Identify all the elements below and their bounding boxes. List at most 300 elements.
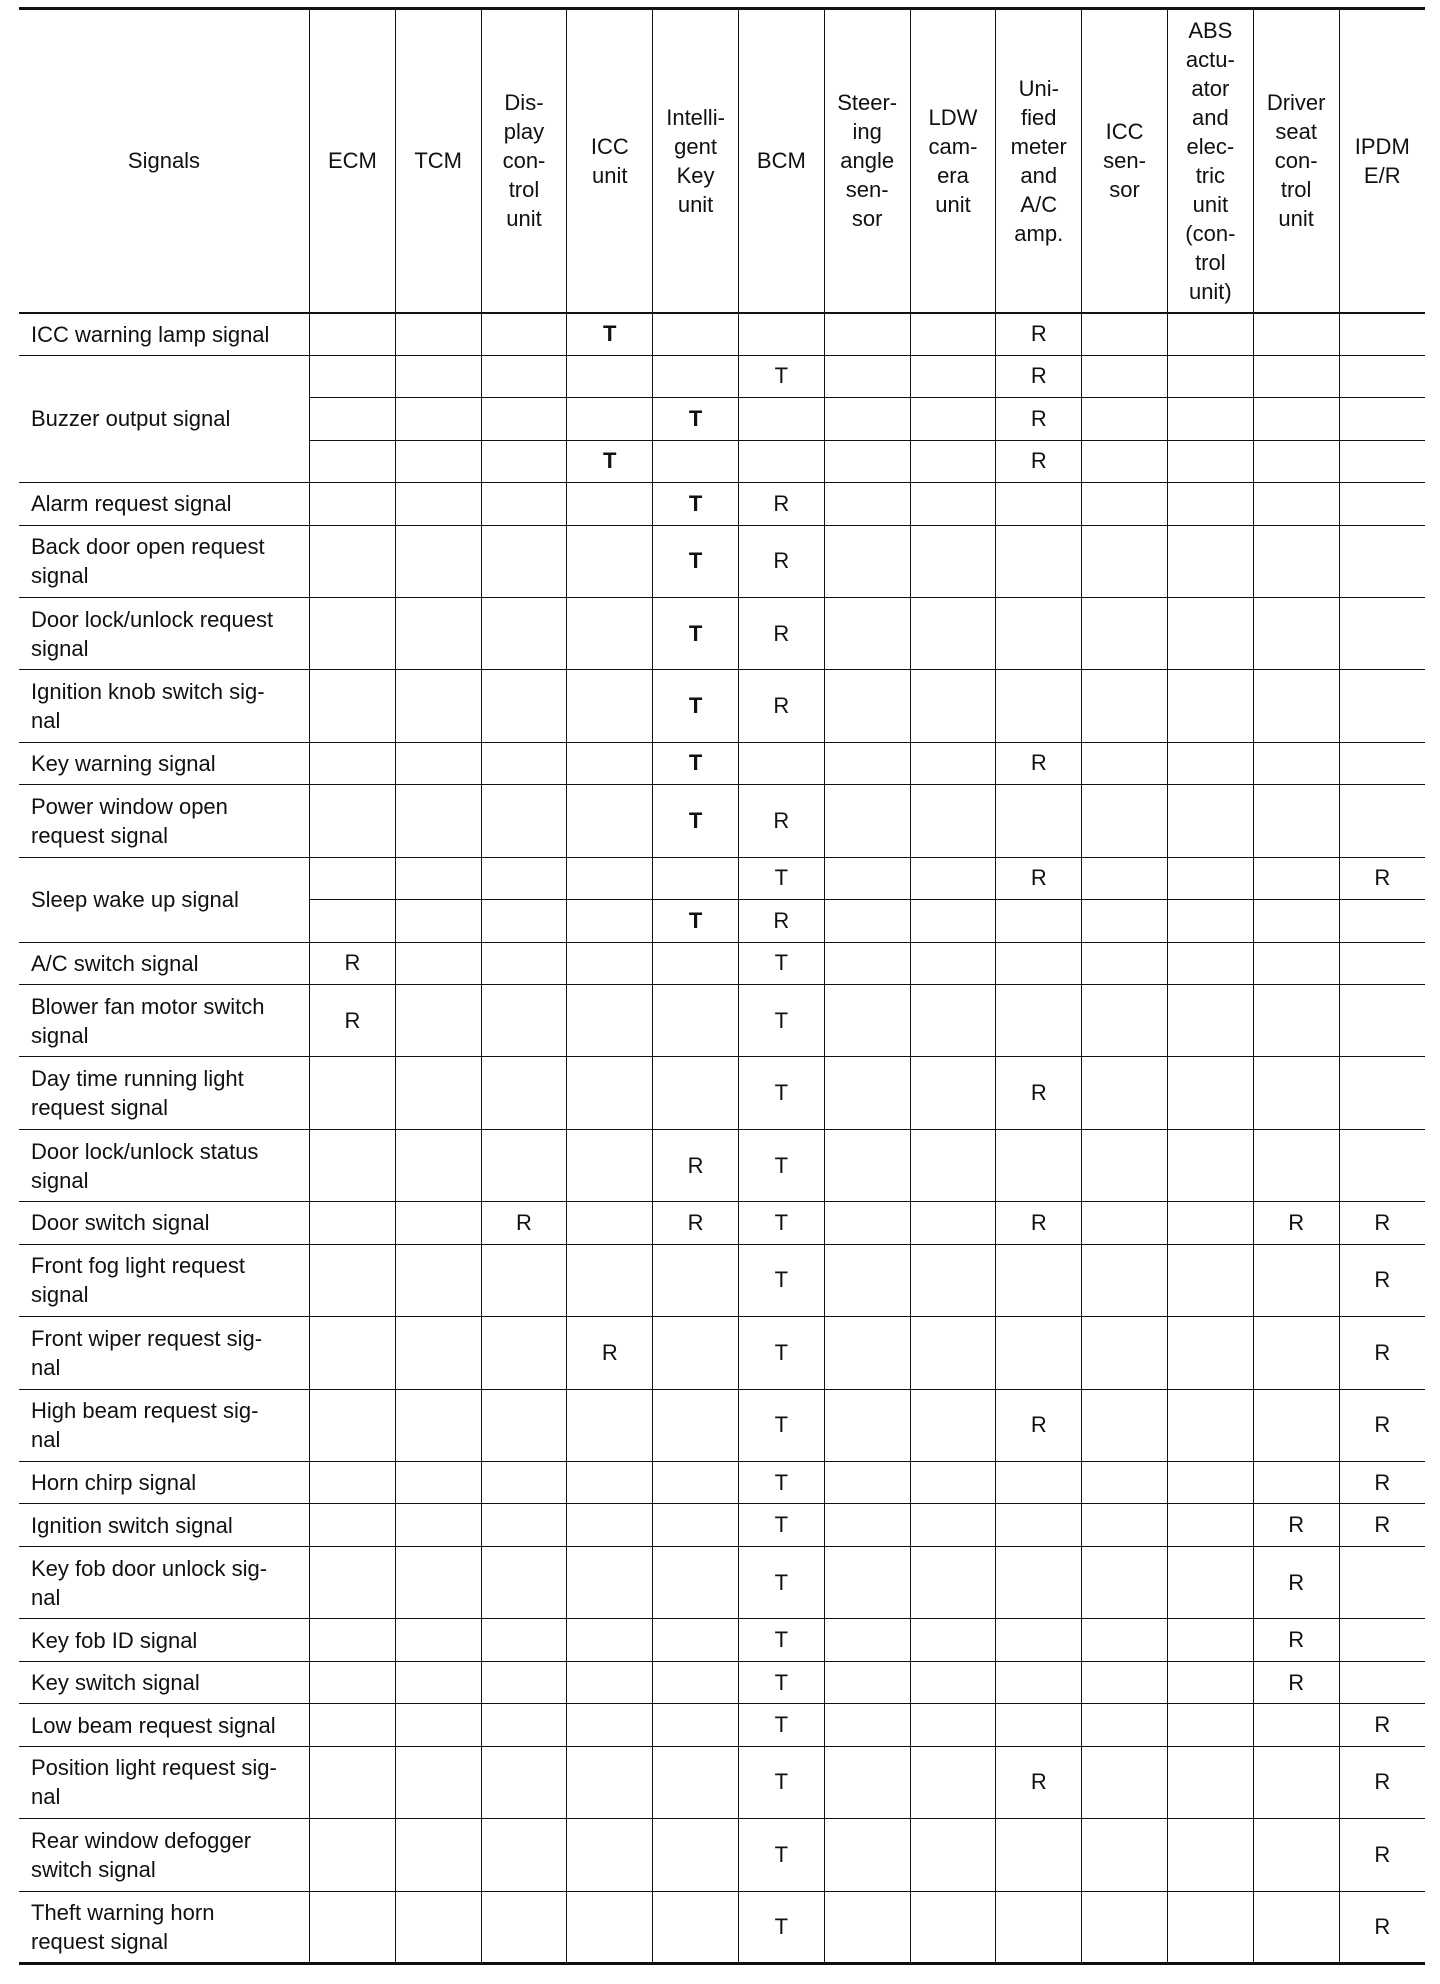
table-cell: [1339, 440, 1425, 483]
table-cell: [1253, 1891, 1339, 1963]
table-cell: [395, 985, 481, 1057]
table-cell: [567, 1704, 653, 1747]
table-cell: R: [996, 742, 1082, 785]
table-cell: [653, 355, 739, 398]
table-cell: [910, 1057, 996, 1129]
table-cell: [481, 525, 567, 597]
table-cell: [1082, 1891, 1168, 1963]
table-cell: [481, 1057, 567, 1129]
table-cell: [309, 1461, 395, 1504]
signal-name: Position light request sig- nal: [19, 1746, 309, 1818]
table-cell: [910, 1317, 996, 1389]
signal-name: Key warning signal: [19, 742, 309, 785]
column-header: TCM: [395, 9, 481, 313]
table-cell: [1167, 1389, 1253, 1461]
table-cell: [567, 398, 653, 441]
table-cell: [481, 1891, 567, 1963]
table-cell: [567, 1461, 653, 1504]
table-cell: [1082, 483, 1168, 526]
table-cell: [1253, 355, 1339, 398]
table-row: [19, 742, 1425, 785]
table-cell: R: [1339, 1317, 1425, 1389]
table-cell: [1167, 900, 1253, 943]
table-cell: [1167, 597, 1253, 669]
table-cell: R: [309, 942, 395, 985]
table-cell: [481, 597, 567, 669]
table-cell: [309, 1746, 395, 1818]
table-cell: [653, 1389, 739, 1461]
table-row: [19, 1461, 1425, 1504]
table-cell: [395, 1819, 481, 1891]
table-cell: [481, 857, 567, 900]
table-cell: [738, 440, 824, 483]
table-cell: T: [738, 1317, 824, 1389]
table-cell: [309, 1661, 395, 1704]
table-cell: [910, 1129, 996, 1201]
table-cell: R: [996, 1746, 1082, 1818]
column-header: Steer- ing angle sen- sor: [824, 9, 910, 313]
table-cell: [653, 1504, 739, 1547]
table-cell: [567, 483, 653, 526]
table-cell: [1082, 1244, 1168, 1316]
table-cell: [1253, 785, 1339, 857]
table-cell: [309, 355, 395, 398]
table-cell: [1082, 1546, 1168, 1618]
table-cell: [653, 1461, 739, 1504]
table-cell: [1167, 1819, 1253, 1891]
table-cell: [996, 900, 1082, 943]
column-header: IPDM E/R: [1339, 9, 1425, 313]
table-cell: [910, 1891, 996, 1963]
table-cell: [481, 1619, 567, 1662]
table-cell: [567, 857, 653, 900]
table-cell: T: [738, 985, 824, 1057]
table-cell: T: [738, 1546, 824, 1618]
table-cell: [738, 313, 824, 356]
table-cell: [1167, 1129, 1253, 1201]
table-cell: T: [738, 1746, 824, 1818]
column-header: Driver seat con- trol unit: [1253, 9, 1339, 313]
table-row: [19, 670, 1425, 742]
table-cell: [309, 597, 395, 669]
table-cell: [824, 525, 910, 597]
table-cell: T: [738, 355, 824, 398]
table-cell: [481, 1746, 567, 1818]
table-cell: [996, 1546, 1082, 1618]
table-cell: [910, 900, 996, 943]
table-cell: R: [1339, 857, 1425, 900]
table-cell: [996, 1317, 1082, 1389]
table-cell: [996, 1504, 1082, 1547]
table-cell: [1167, 398, 1253, 441]
table-cell: [1339, 1546, 1425, 1618]
table-cell: R: [1339, 1891, 1425, 1963]
table-cell: T: [653, 742, 739, 785]
table-cell: [1167, 942, 1253, 985]
table-cell: [910, 525, 996, 597]
table-cell: [395, 483, 481, 526]
table-row: [19, 1504, 1425, 1547]
table-cell: [824, 1389, 910, 1461]
table-cell: [653, 942, 739, 985]
table-cell: R: [1253, 1661, 1339, 1704]
table-cell: [481, 398, 567, 441]
table-cell: [824, 1819, 910, 1891]
table-cell: R: [996, 1389, 1082, 1461]
table-row: [19, 942, 1425, 985]
table-cell: [1253, 985, 1339, 1057]
table-cell: R: [1339, 1746, 1425, 1818]
table-cell: [309, 483, 395, 526]
table-cell: [309, 313, 395, 356]
table-cell: [653, 1057, 739, 1129]
table-cell: T: [738, 1619, 824, 1662]
table-cell: [824, 440, 910, 483]
table-cell: [824, 900, 910, 943]
table-cell: [910, 785, 996, 857]
signal-table: [19, 7, 1425, 1965]
table-cell: [653, 1891, 739, 1963]
table-cell: [1253, 525, 1339, 597]
table-cell: [910, 857, 996, 900]
table-cell: [395, 1057, 481, 1129]
table-cell: T: [738, 1891, 824, 1963]
table-cell: [996, 525, 1082, 597]
table-row: [19, 525, 1425, 597]
table-cell: [567, 942, 653, 985]
table-cell: [824, 1202, 910, 1245]
table-cell: [567, 1891, 653, 1963]
table-cell: [481, 900, 567, 943]
table-cell: R: [1253, 1504, 1339, 1547]
table-cell: [1167, 1317, 1253, 1389]
signal-name: Alarm request signal: [19, 483, 309, 526]
table-cell: [824, 1317, 910, 1389]
table-row: [19, 1317, 1425, 1389]
table-row: [19, 1202, 1425, 1245]
table-cell: [1339, 942, 1425, 985]
table-cell: [1339, 1661, 1425, 1704]
table-cell: [910, 398, 996, 441]
table-cell: [910, 1619, 996, 1662]
table-cell: R: [996, 398, 1082, 441]
table-cell: [824, 1746, 910, 1818]
table-cell: [1253, 483, 1339, 526]
table-cell: R: [996, 440, 1082, 483]
table-cell: R: [996, 355, 1082, 398]
table-cell: [996, 670, 1082, 742]
table-cell: [567, 742, 653, 785]
table-cell: T: [567, 440, 653, 483]
table-cell: [309, 440, 395, 483]
table-cell: [481, 1317, 567, 1389]
table-cell: [996, 942, 1082, 985]
table-cell: [481, 1704, 567, 1747]
table-cell: [481, 1244, 567, 1316]
table-cell: [996, 1704, 1082, 1747]
table-cell: [395, 313, 481, 356]
table-cell: [395, 1129, 481, 1201]
table-cell: [567, 985, 653, 1057]
signal-name: Blower fan motor switch signal: [19, 985, 309, 1057]
table-cell: [1339, 597, 1425, 669]
table-cell: [1339, 525, 1425, 597]
table-cell: [481, 942, 567, 985]
table-cell: [1082, 313, 1168, 356]
table-cell: [481, 1504, 567, 1547]
table-cell: R: [1253, 1202, 1339, 1245]
table-cell: T: [738, 1129, 824, 1201]
table-cell: [653, 1661, 739, 1704]
table-cell: [1167, 1619, 1253, 1662]
table-cell: [996, 1461, 1082, 1504]
table-cell: T: [738, 1819, 824, 1891]
table-cell: T: [738, 1244, 824, 1316]
table-header: [19, 9, 1425, 313]
table-cell: [395, 1317, 481, 1389]
table-cell: [309, 1546, 395, 1618]
table-cell: [309, 1704, 395, 1747]
table-cell: [395, 440, 481, 483]
table-cell: [395, 1244, 481, 1316]
table-cell: [824, 785, 910, 857]
column-header-signals: Signals: [19, 9, 309, 313]
table-cell: R: [1253, 1546, 1339, 1618]
table-row: [19, 1057, 1425, 1129]
table-cell: R: [996, 313, 1082, 356]
table-cell: [1082, 525, 1168, 597]
table-cell: [567, 900, 653, 943]
table-row: [19, 1891, 1425, 1963]
table-cell: [481, 742, 567, 785]
table-cell: [653, 985, 739, 1057]
table-cell: [996, 1891, 1082, 1963]
table-cell: [996, 1819, 1082, 1891]
table-cell: [481, 785, 567, 857]
table-cell: [910, 355, 996, 398]
table-cell: [567, 1057, 653, 1129]
table-cell: [395, 1504, 481, 1547]
table-cell: [1339, 985, 1425, 1057]
table-cell: [395, 900, 481, 943]
signal-name: Ignition knob switch sig- nal: [19, 670, 309, 742]
table-cell: [309, 1202, 395, 1245]
table-cell: R: [1339, 1389, 1425, 1461]
table-cell: [910, 742, 996, 785]
table-cell: [824, 355, 910, 398]
signal-name: Front wiper request sig- nal: [19, 1317, 309, 1389]
table-cell: [1082, 1504, 1168, 1547]
table-cell: [481, 483, 567, 526]
table-row: [19, 1704, 1425, 1747]
table-cell: [395, 597, 481, 669]
table-cell: [1167, 670, 1253, 742]
table-cell: T: [738, 1202, 824, 1245]
table-cell: [395, 785, 481, 857]
column-header: Dis- play con- trol unit: [481, 9, 567, 313]
table-cell: [653, 1546, 739, 1618]
table-cell: T: [738, 1504, 824, 1547]
table-cell: T: [738, 942, 824, 985]
table-cell: [1082, 670, 1168, 742]
table-cell: R: [1339, 1202, 1425, 1245]
table-row: [19, 1546, 1425, 1618]
table-cell: [996, 985, 1082, 1057]
table-cell: [824, 1546, 910, 1618]
table-cell: [824, 857, 910, 900]
table-cell: [1082, 1057, 1168, 1129]
table-cell: [309, 1317, 395, 1389]
table-cell: [824, 313, 910, 356]
table-cell: [309, 525, 395, 597]
table-cell: [996, 1661, 1082, 1704]
table-cell: [481, 355, 567, 398]
table-cell: [1167, 483, 1253, 526]
table-cell: [309, 900, 395, 943]
table-cell: [653, 1619, 739, 1662]
table-cell: [653, 440, 739, 483]
table-cell: [1082, 1317, 1168, 1389]
table-cell: [1253, 1819, 1339, 1891]
table-cell: [309, 1389, 395, 1461]
table-cell: [1339, 355, 1425, 398]
table-cell: [1253, 313, 1339, 356]
table-cell: R: [738, 483, 824, 526]
table-row: [19, 1389, 1425, 1461]
table-row: [19, 1244, 1425, 1316]
table-cell: [309, 1504, 395, 1547]
table-cell: [1082, 398, 1168, 441]
table-cell: [1082, 1619, 1168, 1662]
table-cell: [395, 670, 481, 742]
table-cell: R: [1339, 1461, 1425, 1504]
signal-name: Key fob door unlock sig- nal: [19, 1546, 309, 1618]
table-cell: R: [653, 1129, 739, 1201]
table-cell: [1339, 900, 1425, 943]
table-cell: [824, 1129, 910, 1201]
table-cell: [395, 525, 481, 597]
table-cell: [910, 1819, 996, 1891]
column-header: ICC unit: [567, 9, 653, 313]
table-cell: T: [653, 900, 739, 943]
column-header: LDW cam- era unit: [910, 9, 996, 313]
table-cell: [910, 670, 996, 742]
table-cell: [1339, 313, 1425, 356]
table-cell: [395, 742, 481, 785]
table-cell: R: [567, 1317, 653, 1389]
table-cell: [395, 398, 481, 441]
table-cell: [1253, 1746, 1339, 1818]
table-cell: [395, 857, 481, 900]
table-cell: R: [738, 900, 824, 943]
table-row: [19, 785, 1425, 857]
table-cell: [653, 1704, 739, 1747]
table-cell: [1253, 900, 1339, 943]
header-row: [19, 9, 1425, 313]
table-cell: R: [1339, 1704, 1425, 1747]
table-cell: [1339, 398, 1425, 441]
table-cell: [395, 1746, 481, 1818]
table-cell: [1253, 1389, 1339, 1461]
table-cell: [910, 1389, 996, 1461]
table-cell: [910, 440, 996, 483]
table-cell: [824, 398, 910, 441]
table-cell: [309, 398, 395, 441]
table-cell: [738, 398, 824, 441]
table-cell: [824, 670, 910, 742]
table-cell: [1082, 597, 1168, 669]
table-cell: [309, 1891, 395, 1963]
table-cell: [1253, 1244, 1339, 1316]
table-cell: [1167, 1057, 1253, 1129]
table-cell: [567, 1661, 653, 1704]
table-cell: R: [309, 985, 395, 1057]
table-cell: [824, 1891, 910, 1963]
table-cell: T: [653, 398, 739, 441]
table-cell: [395, 1661, 481, 1704]
table-cell: [996, 1619, 1082, 1662]
table-cell: [824, 1704, 910, 1747]
table-row: [19, 1819, 1425, 1891]
table-cell: [567, 1129, 653, 1201]
signal-name: Front fog light request signal: [19, 1244, 309, 1316]
table-cell: [1167, 1202, 1253, 1245]
table-cell: [309, 670, 395, 742]
table-cell: [395, 1546, 481, 1618]
table-cell: R: [481, 1202, 567, 1245]
signal-name: A/C switch signal: [19, 942, 309, 985]
column-header: ABS actu- ator and elec- tric unit (con- trol unit): [1167, 9, 1253, 313]
table-cell: [1082, 985, 1168, 1057]
table-cell: [1167, 1546, 1253, 1618]
table-row: [19, 483, 1425, 526]
table-cell: [824, 1057, 910, 1129]
table-cell: [1082, 1661, 1168, 1704]
table-cell: [481, 313, 567, 356]
table-cell: [910, 1461, 996, 1504]
signal-name: Door lock/unlock request signal: [19, 597, 309, 669]
table-cell: T: [738, 1389, 824, 1461]
table-cell: [653, 313, 739, 356]
table-cell: [1339, 742, 1425, 785]
table-row: [19, 857, 1425, 900]
table-cell: [481, 1389, 567, 1461]
table-cell: [395, 355, 481, 398]
table-cell: [910, 483, 996, 526]
table-cell: [1167, 1244, 1253, 1316]
table-cell: [738, 742, 824, 785]
table-cell: [481, 1661, 567, 1704]
table-cell: [395, 1202, 481, 1245]
table-cell: R: [1339, 1244, 1425, 1316]
table-cell: [309, 857, 395, 900]
signal-name: Power window open request signal: [19, 785, 309, 857]
table-cell: [567, 355, 653, 398]
column-header: Uni- fied meter and A/C amp.: [996, 9, 1082, 313]
column-header: BCM: [738, 9, 824, 313]
table-row: [19, 355, 1425, 398]
table-cell: [1339, 1129, 1425, 1201]
table-cell: [1082, 1461, 1168, 1504]
table-cell: [1253, 398, 1339, 441]
table-cell: [309, 1057, 395, 1129]
signal-name: Key switch signal: [19, 1661, 309, 1704]
table-cell: [567, 1504, 653, 1547]
signal-name: Key fob ID signal: [19, 1619, 309, 1662]
table-cell: [824, 942, 910, 985]
table-cell: [1167, 1704, 1253, 1747]
signal-name: Horn chirp signal: [19, 1461, 309, 1504]
